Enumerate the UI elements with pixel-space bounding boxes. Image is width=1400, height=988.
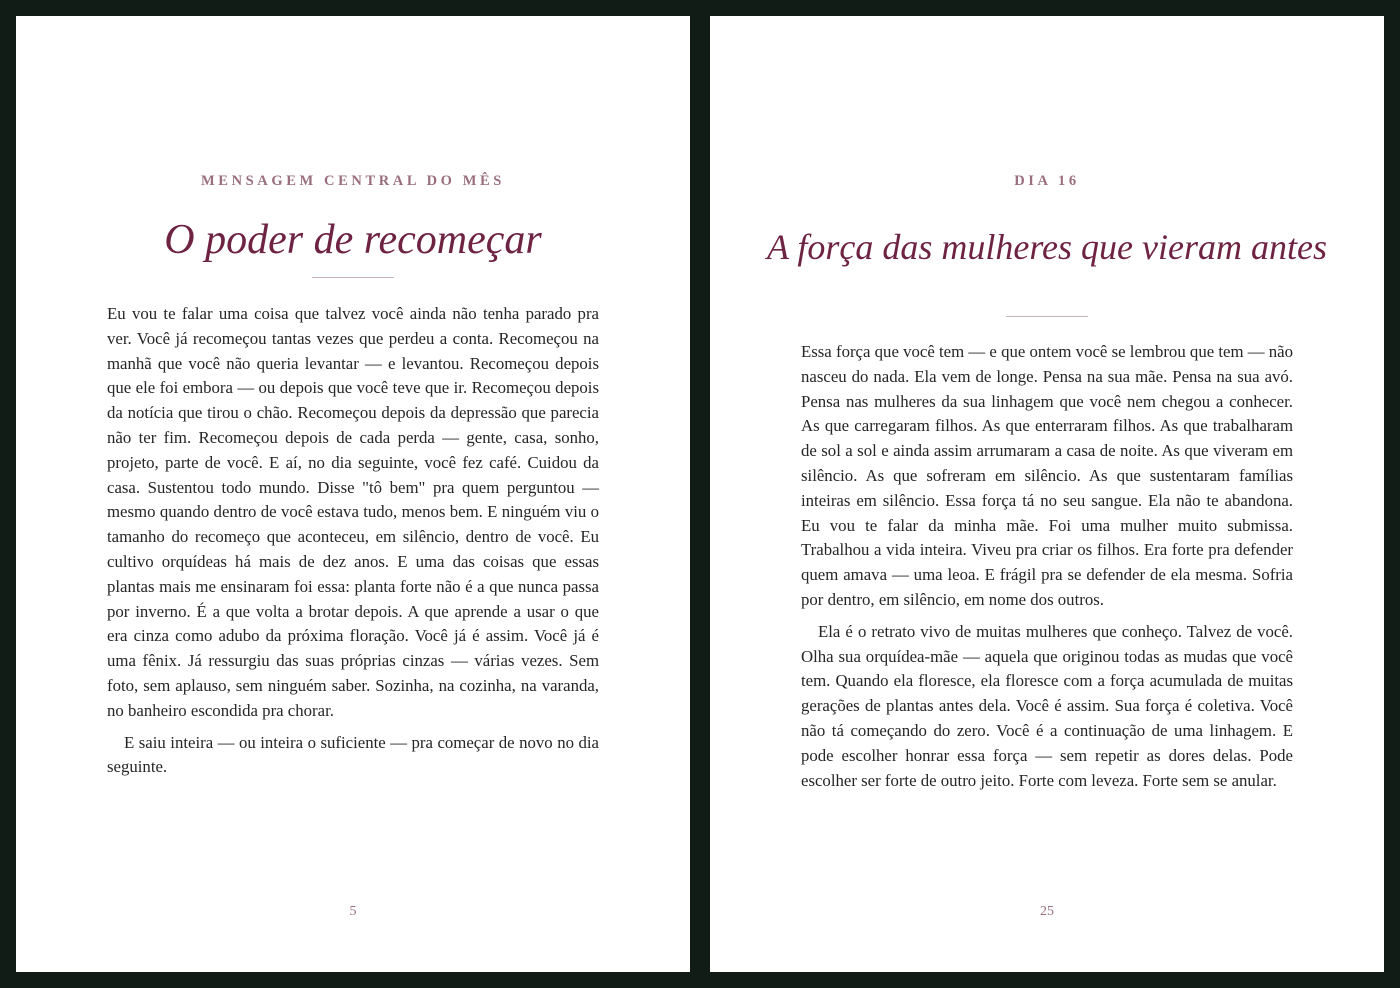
section-eyebrow: DIA 16 [1014,173,1080,189]
body-text [801,340,1293,793]
title-divider [312,277,394,278]
title-divider [1006,316,1088,317]
paragraph: E saiu inteira — ou inteira o suficiente — pra começar de novo no dia seguinte. [107,732,599,777]
right-page [710,16,1384,972]
paragraph: Ela é o retrato vivo de muitas mulheres que conheço. Talvez de você. Olha sua orquídea-mãe — aquela que originou todas as mudas que você tem. Quando ela floresce, ela floresce com a força acumulada de muitas gerações de plantas antes dela. Você é assim. Sua força é coletiva. Você não tá começando do zero. Você é a continuação de uma linhagem. E pode escolher honrar essa força — sem repetir as dores delas. Pode escolher ser forte de outro jeito. Forte com leveza. Forte sem se anular. [801,621,1293,790]
left-page [16,16,690,972]
page-title: O poder de recomeçar [164,217,542,263]
body-text [107,302,599,780]
paragraph: Eu vou te falar uma coisa que talvez você ainda não tenha parado pra ver. Você já recomeçou tantas vezes que perdeu a conta. Recomeçou na manhã que você não queria levantar — e levantou. Recomeçou depois que ele foi embora — ou depois que você teve que ir. Recomeçou depois da notícia que tirou o chão. Recomeçou depois da depressão que parecia não ter fim. Recomeçou depois de cada perda — gente, casa, sonho, projeto, parte de você. E aí, no dia seguinte, você fez café. Cuidou da casa. Sustentou todo mundo. Disse "tô bem" pra quem perguntou — mesmo quando dentro de você estava tudo, menos bem. E ninguém viu o tamanho do recomeço que aconteceu, em silêncio, dentro de você. Eu cultivo orquídeas há mais de dez anos. E uma das coisas que essas plantas mais me ensinaram foi essa: planta forte não é a que nunca passa por inverno. É a que volta a brotar depois. A que aprende a usar o que era cinza como adubo da próxima floração. Você já é assim. Você já é uma fênix. Já ressurgiu das suas próprias cinzas — várias vezes. Sem foto, sem aplauso, sem ninguém saber. Sozinha, na cozinha, na varanda, no banheiro escondida pra chorar. [107,304,599,720]
page-number: 5 [349,904,357,919]
page-number: 25 [1040,904,1054,919]
section-eyebrow: MENSAGEM CENTRAL DO MÊS [201,173,505,189]
paragraph: Essa força que você tem — e que ontem você se lembrou que tem — não nasceu do nada. Ela vem de longe. Pensa na sua mãe. Pensa na sua avó. Pensa nas mulheres da sua linhagem que você nem chegou a conhecer. As que carregaram filhos. As que enterraram filhos. As que trabalharam de sol a sol e ainda assim arrumaram a casa de noite. As que viveram em silêncio. As que sofreram em silêncio. As que sustentaram famílias inteiras em silêncio. Essa força tá no seu sangue. Ela não te abandona. Eu vou te falar da minha mãe. Foi uma mulher muito submissa. Trabalhou a vida inteira. Viveu pra criar os filhos. Era forte pra defender quem amava — uma leoa. E frágil pra se defender de ela mesma. Sofria por dentro, em silêncio, em nome dos outros. [801,342,1293,609]
page-title: A força das mulheres que vieram antes [767,227,1327,267]
